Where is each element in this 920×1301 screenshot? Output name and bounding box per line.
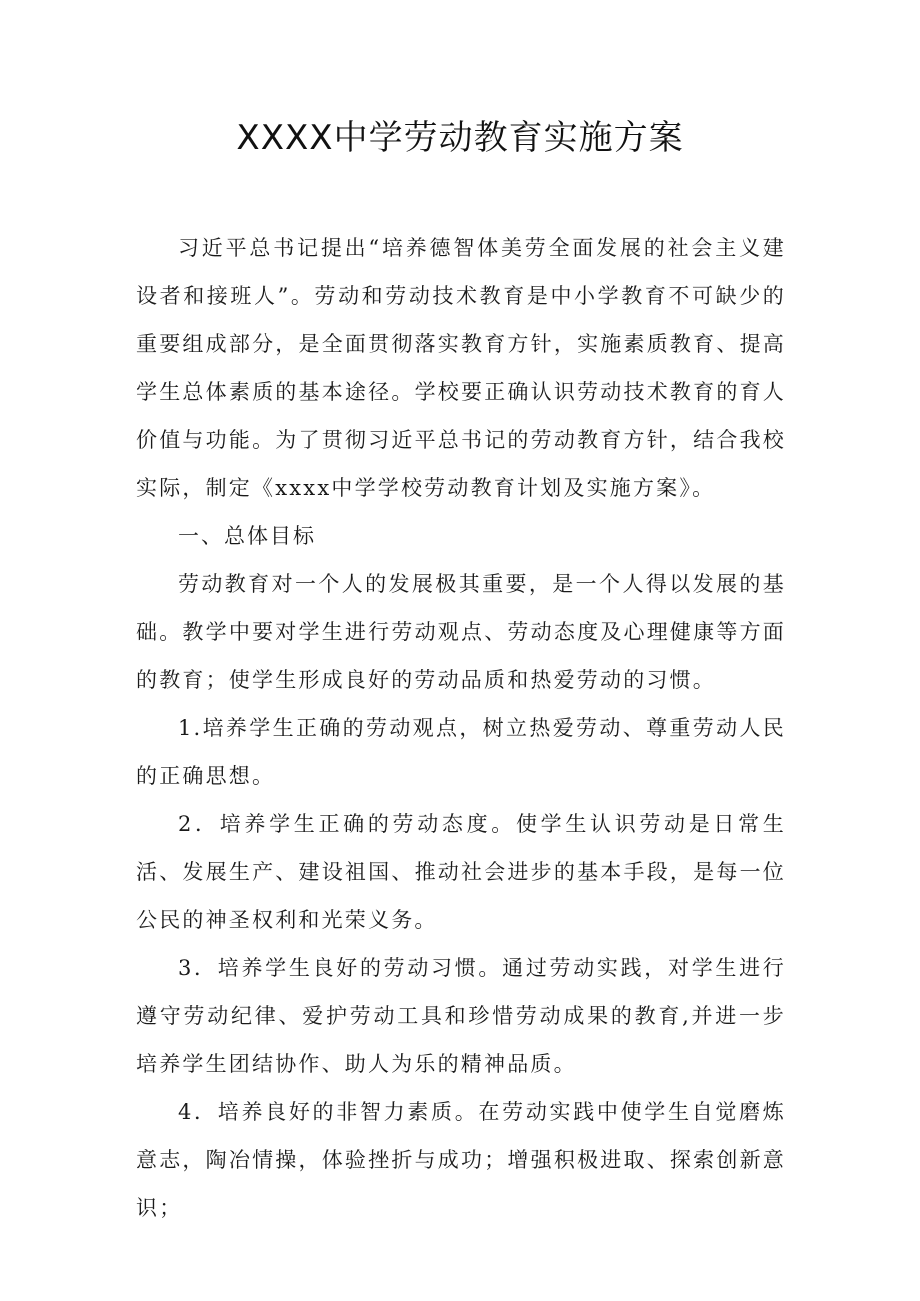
section-heading: 一、总体目标 bbox=[178, 524, 316, 548]
section-intro-paragraph: 劳动教育对一个人的发展极其重要，是一个人得以发展的基础。教学中要对学生进行劳动观点、劳动态度及心理健康等方面的教育；使学生形成良好的劳动品质和热爱劳动的习惯。 bbox=[136, 572, 786, 692]
goal-item-1: 1.培养学生正确的劳动观点，树立热爱劳动、尊重劳动人民的正确思想。 bbox=[136, 716, 786, 788]
document-body bbox=[136, 224, 786, 1232]
goal-item-4: 4．培养良好的非智力素质。在劳动实践中使学生自觉磨炼意志，陶冶情操，体验挫折与成功；增强积极进取、探索创新意识； bbox=[136, 1100, 786, 1220]
document-title: XXXX中学劳动教育实施方案 bbox=[236, 118, 684, 158]
intro-paragraph: 习近平总书记提出“培养德智体美劳全面发展的社会主义建设者和接班人”。劳动和劳动技术教育是中小学教育不可缺少的重要组成部分，是全面贯彻落实教育方针，实施素质教育、提高学生总体素质的基本途径。学校要正确认识劳动技术教育的育人价值与功能。为了贯彻习近平总书记的劳动教育方针，结合我校实际，制定《xxxx中学学校劳动教育计划及实施方案》。 bbox=[136, 236, 786, 500]
goal-item-2: 2．培养学生正确的劳动态度。使学生认识劳动是日常生活、发展生产、建设祖国、推动社会进步的基本手段，是每一位公民的神圣权利和光荣义务。 bbox=[136, 812, 786, 932]
goal-item-3: 3．培养学生良好的劳动习惯。通过劳动实践，对学生进行遵守劳动纪律、爱护劳动工具和珍惜劳动成果的教育,并进一步培养学生团结协作、助人为乐的精神品质。 bbox=[136, 956, 786, 1076]
